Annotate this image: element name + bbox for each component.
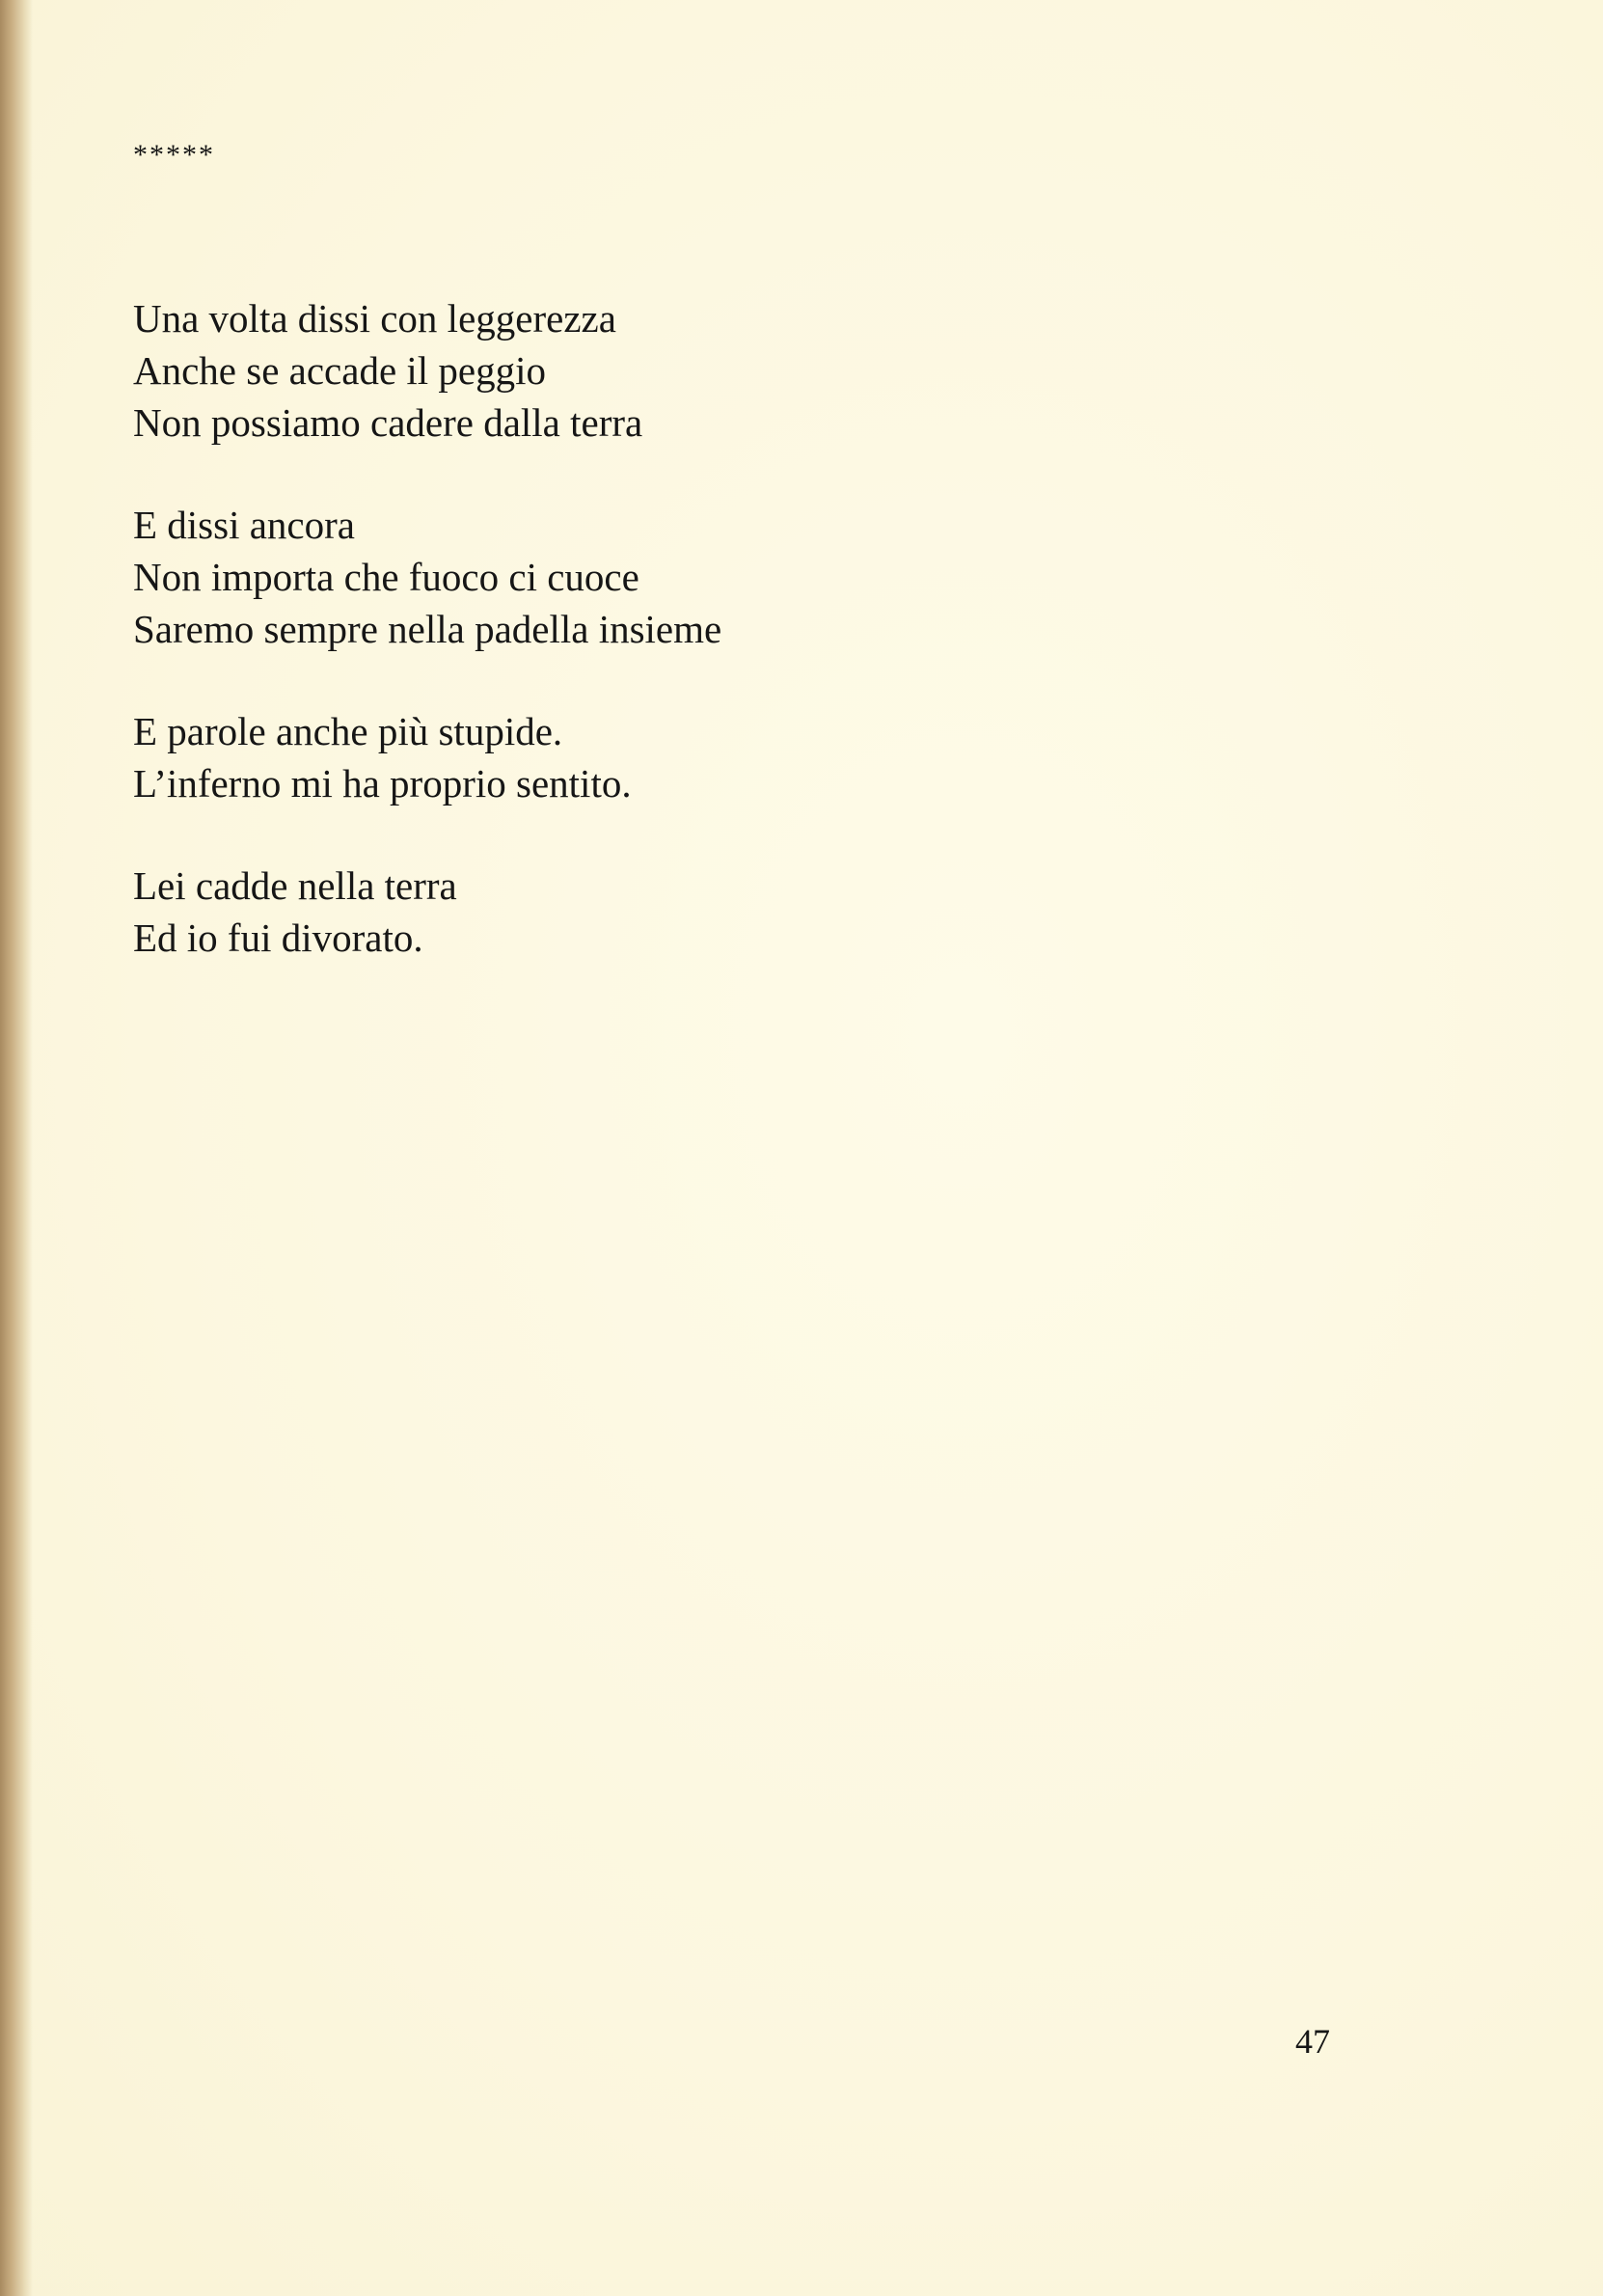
poem-line: E dissi ancora [133,503,355,547]
stanza-2 [133,499,1291,655]
page-number: 47 [1295,2022,1330,2061]
poem-line: E parole anche più stupide. [133,709,563,753]
poem-line: Non possiamo cadere dalla terra [133,400,643,445]
stanza-3 [133,705,1291,809]
poem-line: Non importa che fuoco ci cuoce [133,555,639,599]
poem-line: L’inferno mi ha proprio sentito. [133,761,632,806]
poem-line: Ed io fui divorato. [133,916,423,960]
stanza-4 [133,860,1291,964]
poem-line: Lei cadde nella terra [133,863,457,908]
poem-line: Saremo sempre nella padella insieme [133,607,722,651]
section-separator: ***** [133,139,215,171]
poem-line: Anche se accade il peggio [133,348,547,393]
poem-line: Una volta dissi con leggerezza [133,296,616,341]
binding-shadow [0,0,33,2296]
poem [133,292,1291,1014]
stanza-1 [133,292,1291,449]
